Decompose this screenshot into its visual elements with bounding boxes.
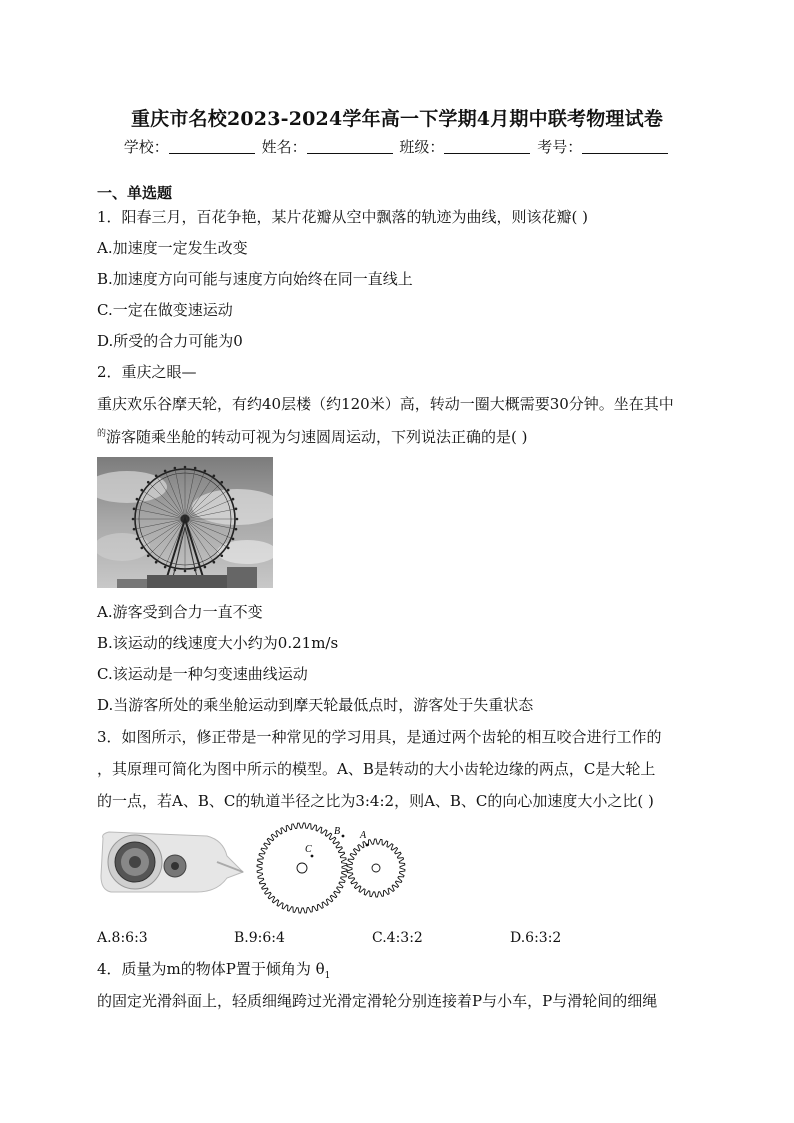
ferris-wheel-photo <box>97 457 273 588</box>
q3-line2: ，其原理可简化为图中所示的模型。A、B是转动的大小齿轮边缘的两点，C是大轮上 <box>97 760 656 778</box>
q2-line3-text: 游客随乘坐舱的转动可视为匀速圆周运动，下列说法正确的是( ) <box>106 428 528 446</box>
q2-option-b: B.该运动的线速度大小约为0.21m/s <box>97 634 339 652</box>
q1-stem: 1．阳春三月，百花争艳，某片花瓣从空中飘落的轨迹为曲线，则该花瓣( ) <box>97 208 589 226</box>
label-b: B <box>334 826 341 837</box>
school-blank[interactable] <box>169 139 255 154</box>
q1-option-d: D.所受的合力可能为0 <box>97 332 243 350</box>
school-label: 学校： <box>123 138 169 156</box>
student-info-row <box>0 136 794 157</box>
class-label: 班级： <box>399 138 445 156</box>
q1-option-c: C.一定在做变速运动 <box>97 301 233 319</box>
q3-option-b: B.9:6:4 <box>234 930 285 946</box>
q3-line3: 的一点，若A、B、C的轨道半径之比为3:4:2，则A、B、C的向心加速度大小之比( ) <box>97 792 654 810</box>
q3-line1: 3．如图所示，修正带是一种常见的学习用具，是通过两个齿轮的相互咬合进行工作的 <box>97 728 662 746</box>
q2-line2: 重庆欢乐谷摩天轮，有约40层楼（约120米）高，转动一圈大概需要30分钟。坐在其中 <box>97 395 674 413</box>
exam-number-blank[interactable] <box>582 139 668 154</box>
label-c: C <box>305 844 312 855</box>
name-label: 姓名： <box>261 138 307 156</box>
q2-option-a: A.游客受到合力一直不变 <box>97 603 263 621</box>
exam-title: 重庆市名校2023-2024学年高一下学期4月期中联考物理试卷 <box>130 108 664 130</box>
q1-option-b: B.加速度方向可能与速度方向始终在同一直线上 <box>97 270 413 288</box>
correction-tape-photo <box>97 826 245 896</box>
q3-option-d: D.6:3:2 <box>510 930 562 946</box>
exam-number-label: 考号： <box>537 138 583 156</box>
q2-line3 <box>97 426 528 447</box>
label-a: A <box>360 830 367 841</box>
name-blank[interactable] <box>307 139 393 154</box>
q4-line2: 的固定光滑斜面上，轻质细绳跨过光滑定滑轮分别连接着P与小车，P与滑轮间的细绳 <box>97 992 658 1010</box>
gear-diagram <box>252 820 412 920</box>
q3-option-a: A.8:6:3 <box>97 930 148 946</box>
q2-option-d: D.当游客所处的乘坐舱运动到摩天轮最低点时，游客处于失重状态 <box>97 696 534 714</box>
q4-line1-text: 4．质量为m的物体P置于倾角为 θ <box>97 960 325 978</box>
q2-stem: 2．重庆之眼— <box>97 363 197 381</box>
q3-option-c: C.4:3:2 <box>372 930 423 946</box>
class-blank[interactable] <box>444 139 530 154</box>
section-heading: 一、单选题 <box>97 184 173 202</box>
q2-option-c: C.该运动是一种匀变速曲线运动 <box>97 665 308 683</box>
q4-line1 <box>97 958 330 981</box>
q4-theta-sub: 1 <box>324 971 331 981</box>
q2-line3-sup: 的 <box>97 429 107 439</box>
q1-option-a: A.加速度一定发生改变 <box>97 239 248 257</box>
